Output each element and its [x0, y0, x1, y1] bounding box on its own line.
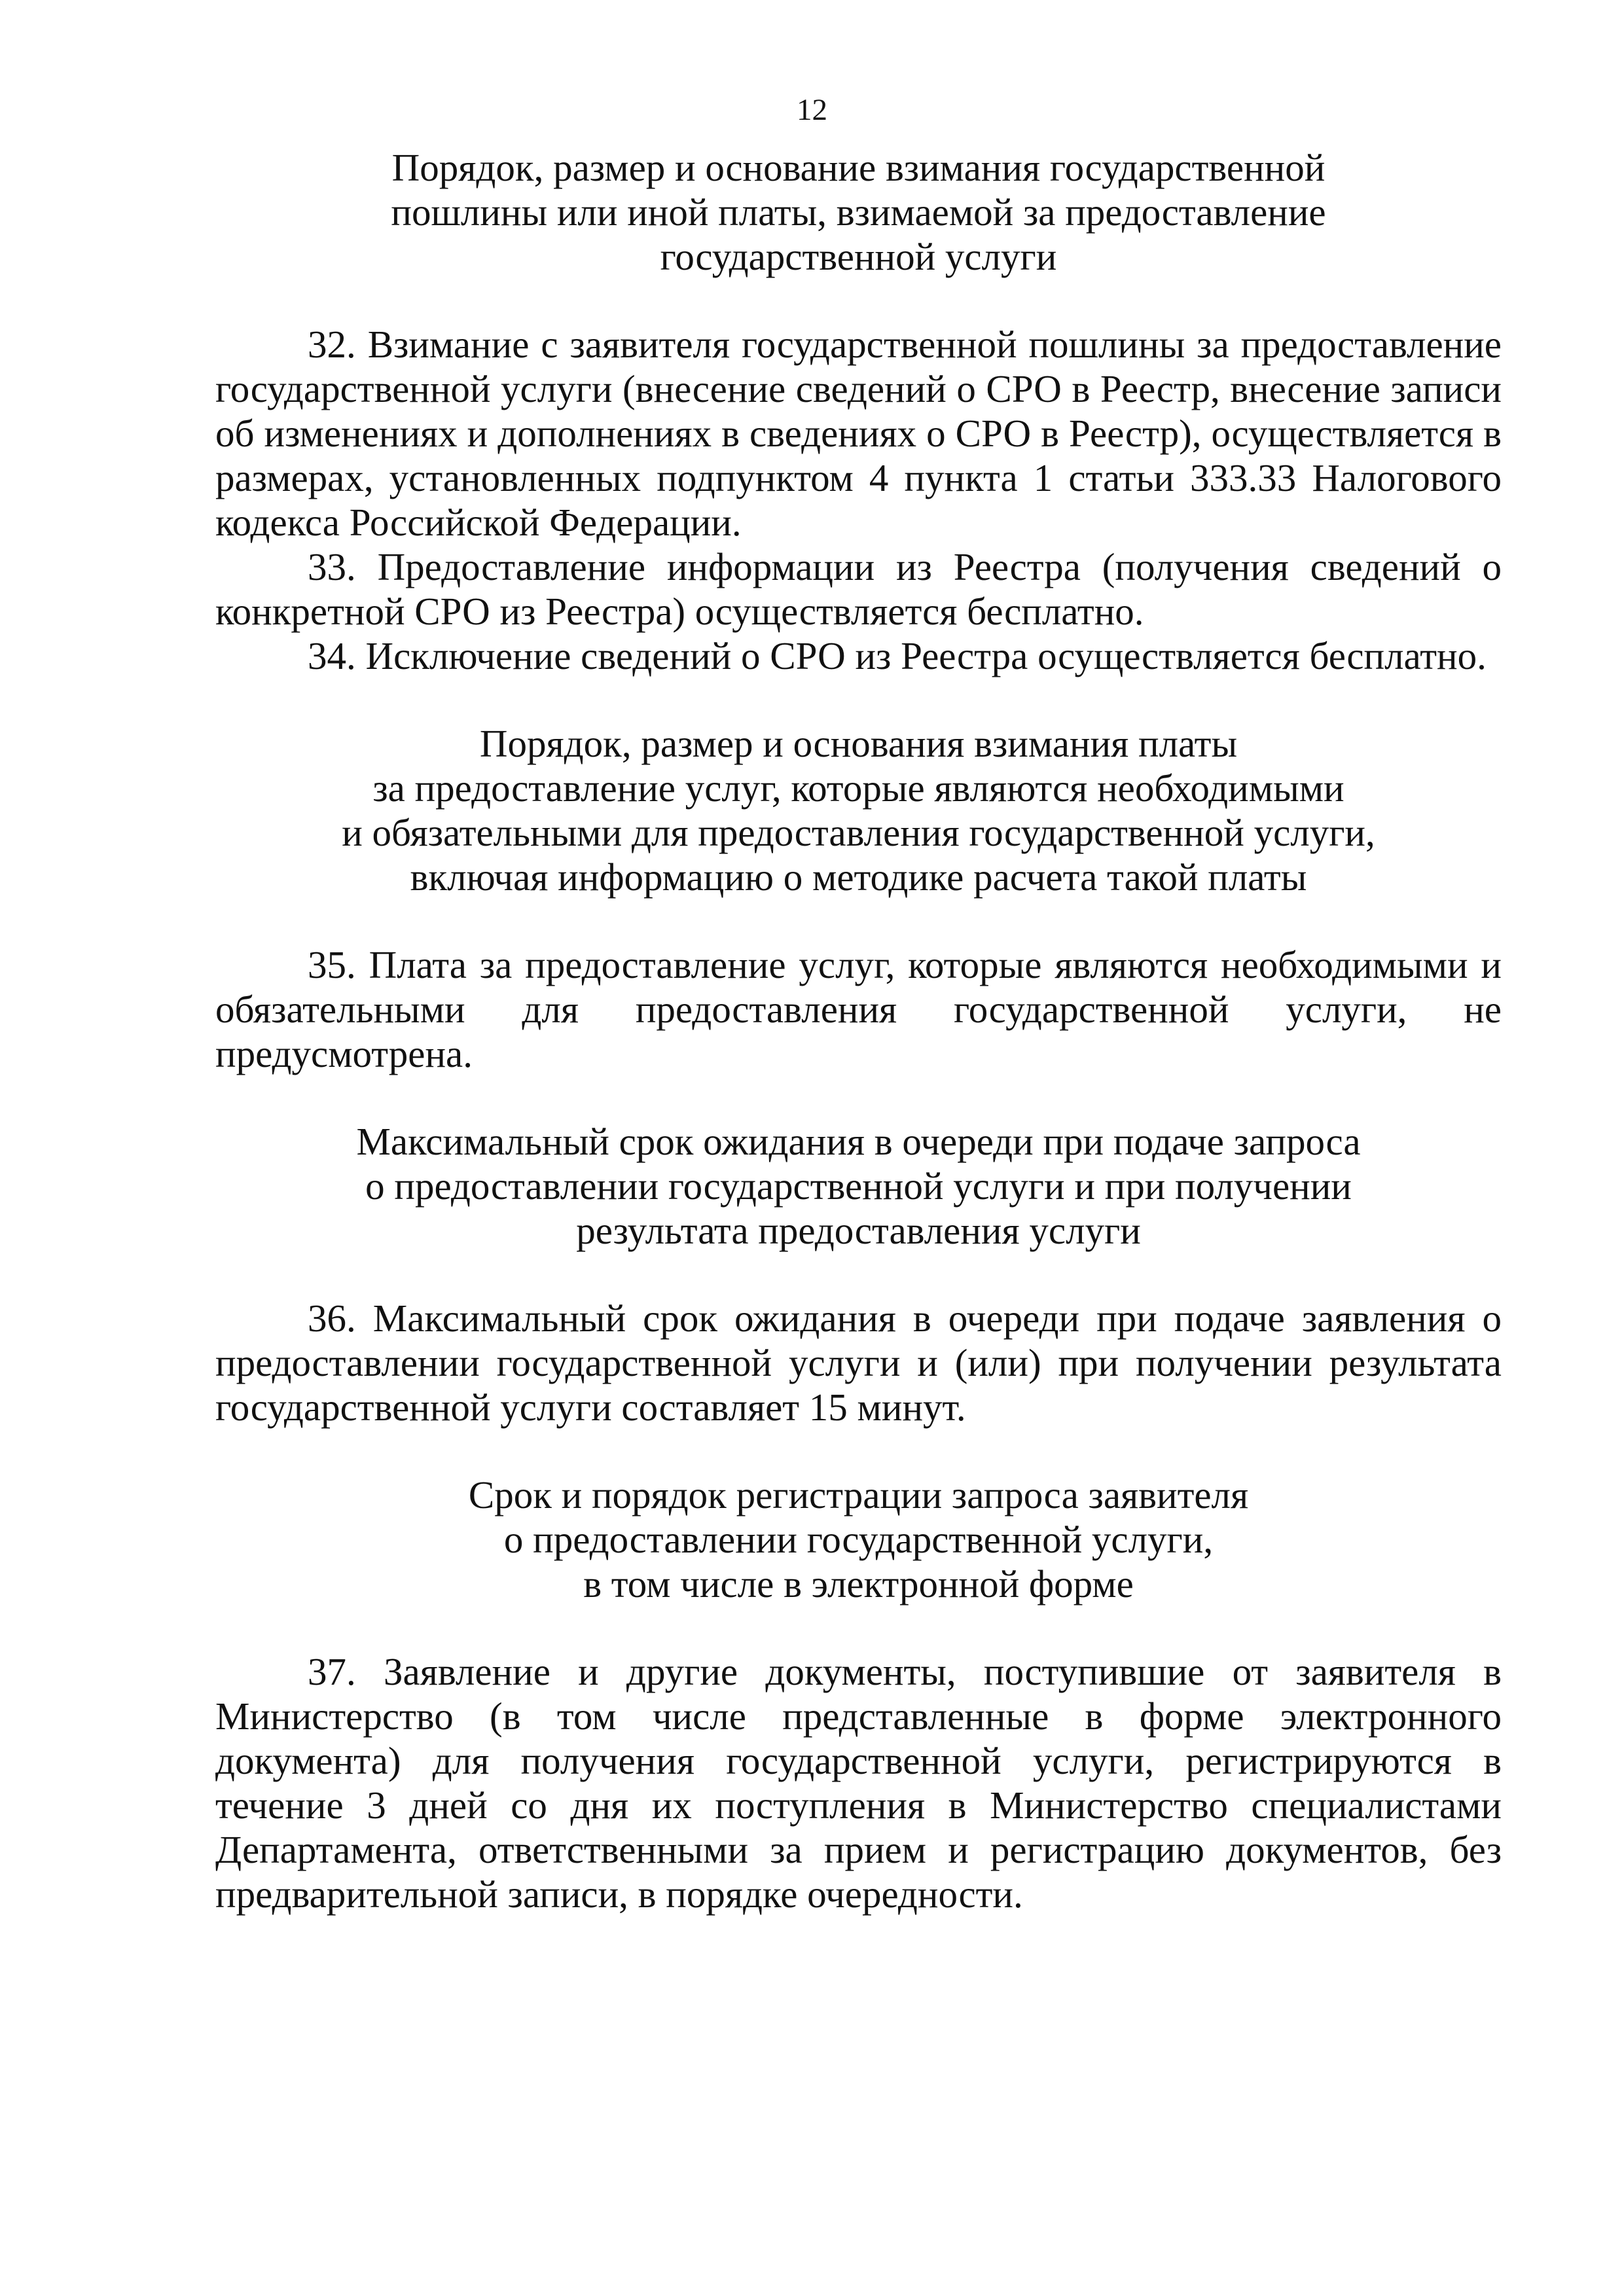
- paragraph-36: 36. Максимальный срок ожидания в очереди при подаче заявления о предоставлении государственной услуги и (или) при получении результата государственной услуги составляет 15 минут.: [215, 1297, 1502, 1429]
- heading-line: Максимальный срок ожидания в очереди при подаче запроса: [356, 1120, 1361, 1163]
- heading-line: о предоставлении государственной услуги и при получении: [365, 1164, 1352, 1208]
- heading-line: результата предоставления услуги: [576, 1209, 1141, 1252]
- heading-line: включая информацию о методике расчета такой платы: [410, 855, 1307, 899]
- heading-line: Срок и порядок регистрации запроса заявителя: [468, 1473, 1249, 1516]
- document-body: [215, 145, 1502, 1916]
- heading-line: в том числе в электронной форме: [583, 1562, 1134, 1605]
- section-heading-required-services-fee: [215, 721, 1502, 899]
- paragraph-32: 32. Взимание с заявителя государственной пошлины за предоставление государственной услуги (внесение сведений о СРО в Реестр, внесение записи об изменениях и дополнениях в сведениях о СРО в Реестр), осуществляется в размерах, установленных подпунктом 4 пункта 1 статьи 333.33 Налогового кодекса Российской Федерации.: [215, 323, 1502, 544]
- heading-line: Порядок, размер и основания взимания платы: [479, 722, 1238, 765]
- section-heading-state-fee: [215, 145, 1502, 279]
- section-heading-queue-time: [215, 1119, 1502, 1253]
- heading-line: Порядок, размер и основание взимания государственной: [391, 146, 1326, 189]
- paragraph-34: 34. Исключение сведений о СРО из Реестра осуществляется бесплатно.: [308, 634, 1487, 677]
- heading-line: о предоставлении государственной услуги,: [503, 1518, 1214, 1561]
- heading-line: государственной услуги: [660, 235, 1057, 278]
- paragraph-35: 35. Плата за предоставление услуг, которые являются необходимыми и обязательными для предоставления государственной услуги, не предусмотрена.: [215, 943, 1502, 1075]
- paragraph-33: 33. Предоставление информации из Реестра (получения сведений о конкретной СРО из Реестра) осуществляется бесплатно.: [215, 545, 1502, 633]
- page-number: 12: [797, 93, 827, 127]
- paragraph-37: 37. Заявление и другие документы, поступившие от заявителя в Министерство (в том числе представленные в форме электронного документа) для получения государственной услуги, регистрируются в течение 3 дней со дня их поступления в Министерство специалистами Департамента, ответственными за прием и регистрацию документов, без предварительной записи, в порядке очередности.: [215, 1650, 1502, 1916]
- heading-line: за предоставление услуг, которые являются необходимыми: [372, 766, 1344, 810]
- section-heading-registration: [215, 1473, 1502, 1606]
- heading-line: и обязательными для предоставления государственной услуги,: [342, 811, 1375, 854]
- heading-line: пошлины или иной платы, взимаемой за предоставление: [391, 190, 1326, 234]
